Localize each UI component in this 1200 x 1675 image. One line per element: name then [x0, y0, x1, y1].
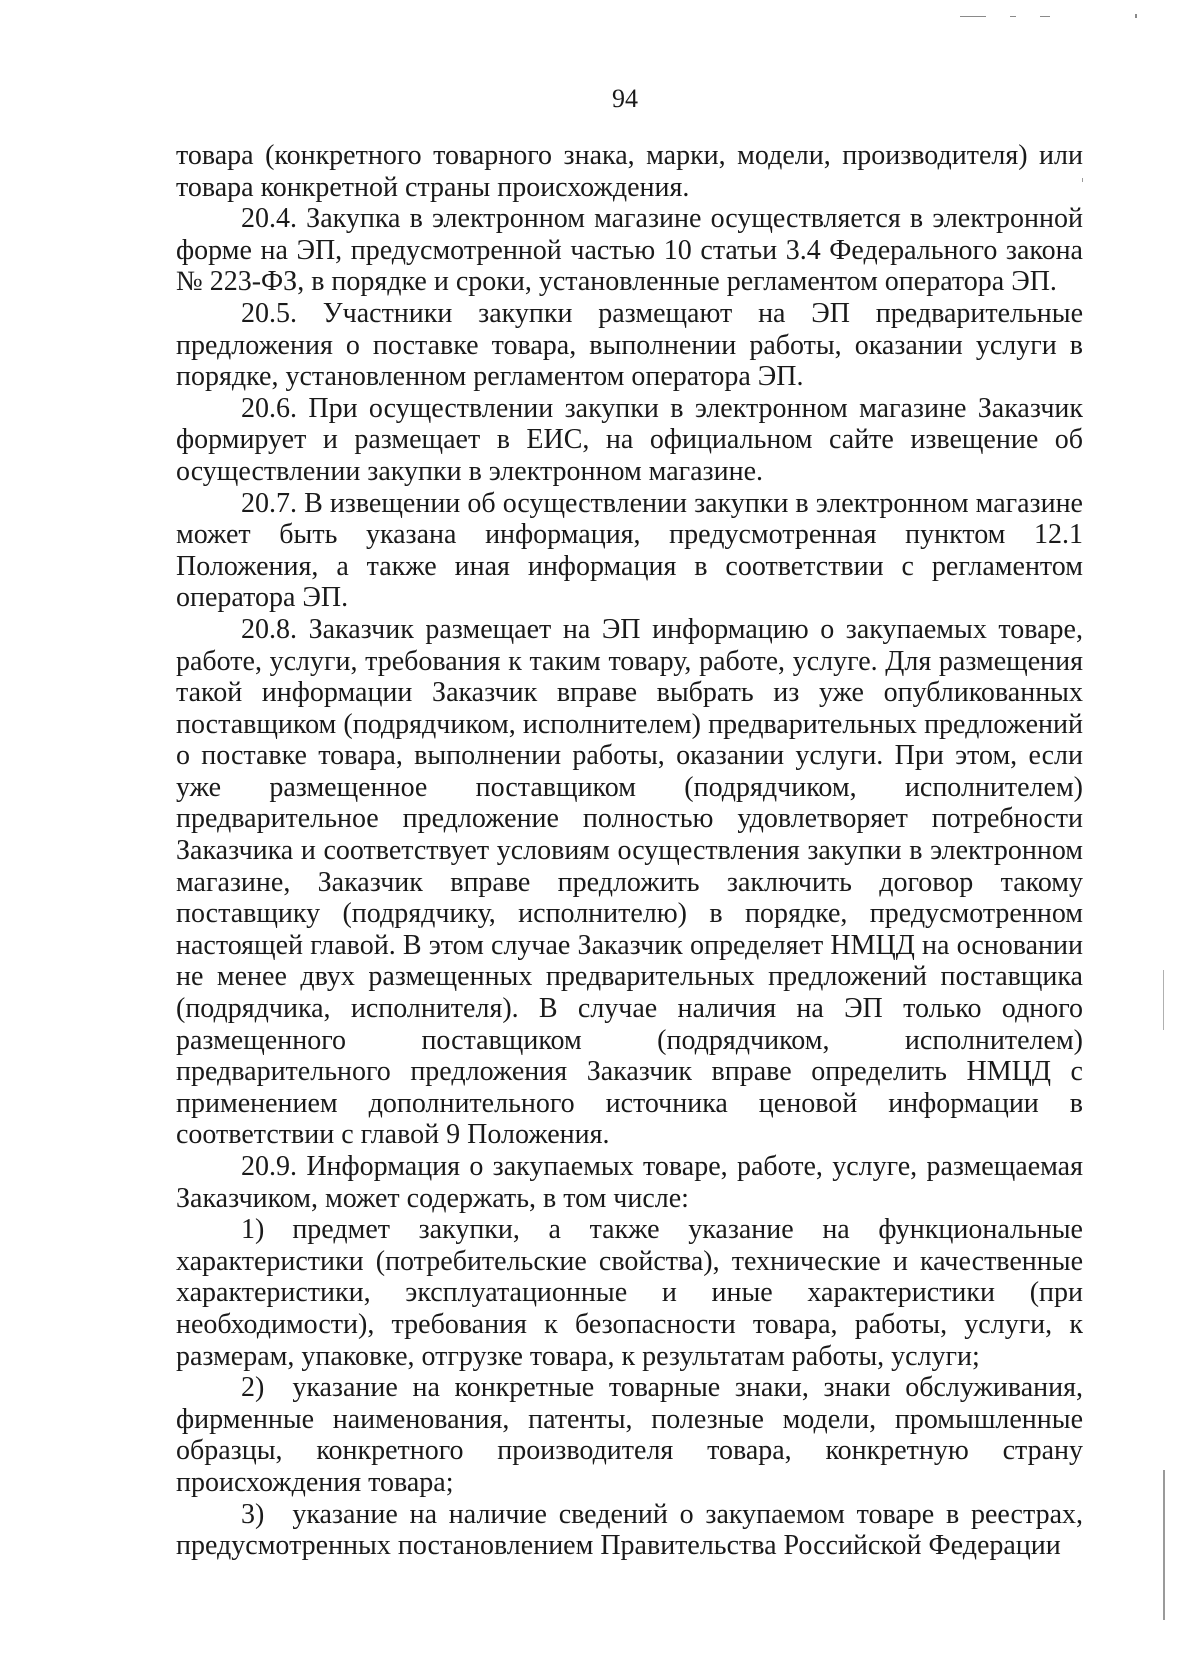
- paragraph-20-6: 20.6. При осуществлении закупки в электронном магазине Заказчик формирует и размещает в ЕИС, на официальном сайте извещение об осуществлении закупки в электронном магазине.: [176, 392, 1083, 487]
- paragraph-20-4: 20.4. Закупка в электронном магазине осуществляется в электронной форме на ЭП, предусмотренной частью 10 статьи 3.4 Федерального закона № 223-ФЗ, в порядке и сроки, установленные регламентом оператора ЭП.: [176, 203, 1083, 298]
- paragraph-20-8: 20.8. Заказчик размещает на ЭП информацию о закупаемых товаре, работе, услуги, требования к таким товару, работе, услуге. Для размещения такой информации Заказчик вправе выбрать из уже опубликованных поставщиком (подрядчиком, исполнителем) предварительных предложений о поставке товара, выполнении работы, оказании услуги. При этом, если уже размещенное поставщиком (подрядчиком, исполнителем) предварительное предложение полностью удовлетворяет потребности Заказчика и соответствует условиям осуществления закупки в электронном магазине, Заказчик вправе предложить заключить договор такому поставщику (подрядчику, исполнителю) в порядке, предусмотренном настоящей главой. В этом случае Заказчик определяет НМЦД на основании не менее двух размещенных предварительных предложений поставщика (подрядчика, исполнителя). В случае наличия на ЭП только одного размещенного поставщиком (подрядчиком, исполнителем) предварительного предложения Заказчик вправе определить НМЦД с применением дополнительного источника ценовой информации в соответствии с главой 9 Положения.: [176, 613, 1083, 1151]
- list-item-1: 1) предмет закупки, а также указание на функциональные характеристики (потребительские свойства), технические и качественные характеристики, эксплуатационные и иные характеристики (при необходимости), требования к безопасности товара, работы, услуги, к размерам, упаковке, отгрузке товара, к результатам работы, услуги;: [176, 1214, 1083, 1372]
- page-number: 94: [612, 84, 638, 113]
- paragraph-20-5: 20.5. Участники закупки размещают на ЭП предварительные предложения о поставке товара, выполнении работы, оказании услуги в порядке, установленном регламентом оператора ЭП.: [176, 297, 1083, 393]
- scan-artifact: [1163, 970, 1164, 1030]
- scan-artifact: [960, 16, 986, 17]
- paragraph-20-9: 20.9. Информация о закупаемых товаре, работе, услуге, размещаемая Заказчиком, может содержать, в том числе:: [176, 1151, 1083, 1214]
- body-text: [176, 140, 1083, 1562]
- list-item-3: 3) указание на наличие сведений о закупаемом товаре в реестрах, предусмотренных постановлением Правительства Российской Федерации: [176, 1498, 1083, 1562]
- scan-artifact: [1135, 14, 1137, 18]
- paragraph-continuation: товара (конкретного товарного знака, марки, модели, производителя) или товара конкретной страны происхождения.: [176, 140, 1083, 203]
- scan-artifact: [1040, 16, 1050, 17]
- list-item-2: 2) указание на конкретные товарные знаки, знаки обслуживания, фирменные наименования, патенты, полезные модели, промышленные образцы, конкретного производителя товара, конкретную страну происхождения товара;: [176, 1372, 1083, 1498]
- scan-artifact: [1163, 1470, 1165, 1620]
- scan-artifact: [1010, 16, 1016, 17]
- paragraph-20-7: 20.7. В извещении об осуществлении закупки в электронном магазине может быть указана информация, предусмотренная пунктом 12.1 Положения, а также иная информация в соответствии с регламентом оператора ЭП.: [176, 487, 1083, 614]
